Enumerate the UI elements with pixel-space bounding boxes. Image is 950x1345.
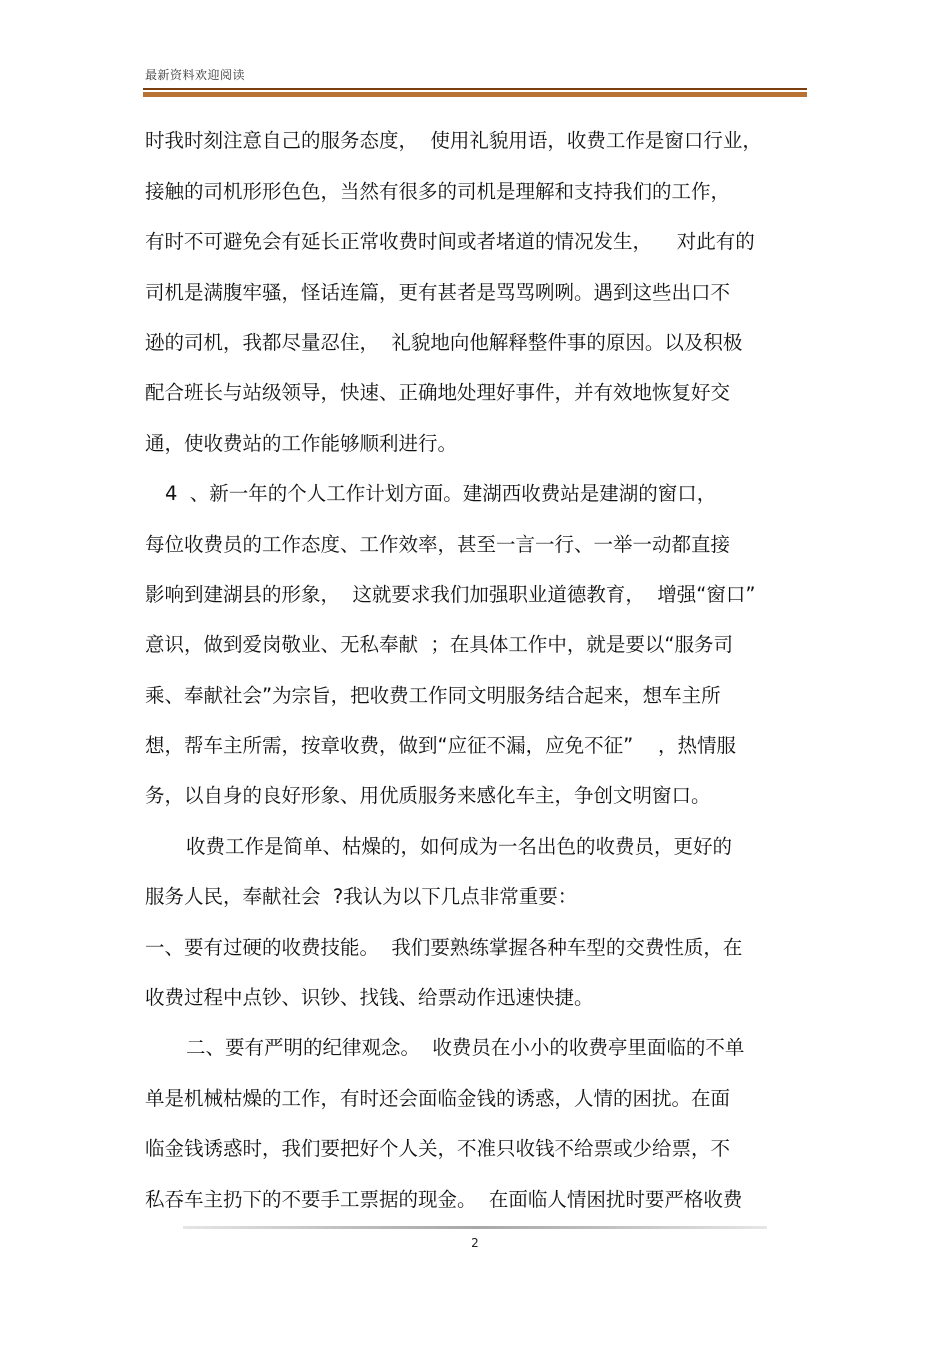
footer-rule [183,1226,767,1229]
text-line: 一、要有过硬的收费技能。 我们要熟练掌握各种车型的交费性质，在 [145,936,743,959]
text-line: 通，使收费站的工作能够顺利进行。 [145,432,458,455]
text-line: 有时不可避免会有延长正常收费时间或者堵道的情况发生， 对此有的 [145,230,755,253]
text-line: 二、要有严明的纪律观念。 收费员在小小的收费亭里面临的不单 [186,1036,745,1059]
text-line: 私吞车主扔下的不要手工票据的现金。 在面临人情困扰时要严格收费 [145,1188,743,1211]
text-line: 影响到建湖县的形象， 这就要求我们加强职业道德教育， 增强“窗口” [145,583,756,606]
header-rule-thick [143,92,807,97]
text-line: 收费过程中点钞、识钞、找钱、给票动作迅速快捷。 [145,986,594,1009]
text-line: 想，帮车主所需，按章收费，做到“应征不漏，应免不征” ，热情服 [145,734,736,757]
text-line: 时我时刻注意自己的服务态度， 使用礼貌用语，收费工作是窗口行业， [145,129,762,152]
text-line: 服务人民，奉献社会 ?我认为以下几点非常重要： [145,885,578,908]
text-line: 司机是满腹牢骚，怪话连篇，更有甚者是骂骂咧咧。遇到这些出口不 [145,281,731,304]
text-line: 单是机械枯燥的工作，有时还会面临金钱的诱惑，人情的困扰。在面 [145,1087,731,1110]
header-title: 最新资料欢迎阅读 [145,68,246,82]
text-line: 4 、新一年的个人工作计划方面。建湖西收费站是建湖的窗口， [165,482,717,505]
text-line: 逊的司机，我都尽量忍住， 礼貌地向他解释整件事的原因。以及积极 [145,331,743,354]
text-line: 乘、奉献社会”为宗旨，把收费工作同文明服务结合起来，想车主所 [145,684,721,707]
text-line: 每位收费员的工作态度、工作效率，甚至一言一行、一举一动都直接 [145,533,731,556]
text-line: 意识，做到爱岗敬业、无私奉献 ；在具体工作中，就是要以“服务司 [145,633,733,656]
text-line: 收费工作是简单、枯燥的，如何成为一名出色的收费员，更好的 [186,835,733,858]
text-line: 临金钱诱惑时，我们要把好个人关，不准只收钱不给票或少给票，不 [145,1137,731,1160]
header-rule-thin [143,88,807,90]
text-line: 务，以自身的良好形象、用优质服务来感化车主，争创文明窗口。 [145,784,711,807]
text-line: 配合班长与站级领导，快速、正确地处理好事件，并有效地恢复好交 [145,381,731,404]
text-line: 接触的司机形形色色，当然有很多的司机是理解和支持我们的工作， [145,180,731,203]
page-number: 2 [471,1236,479,1250]
